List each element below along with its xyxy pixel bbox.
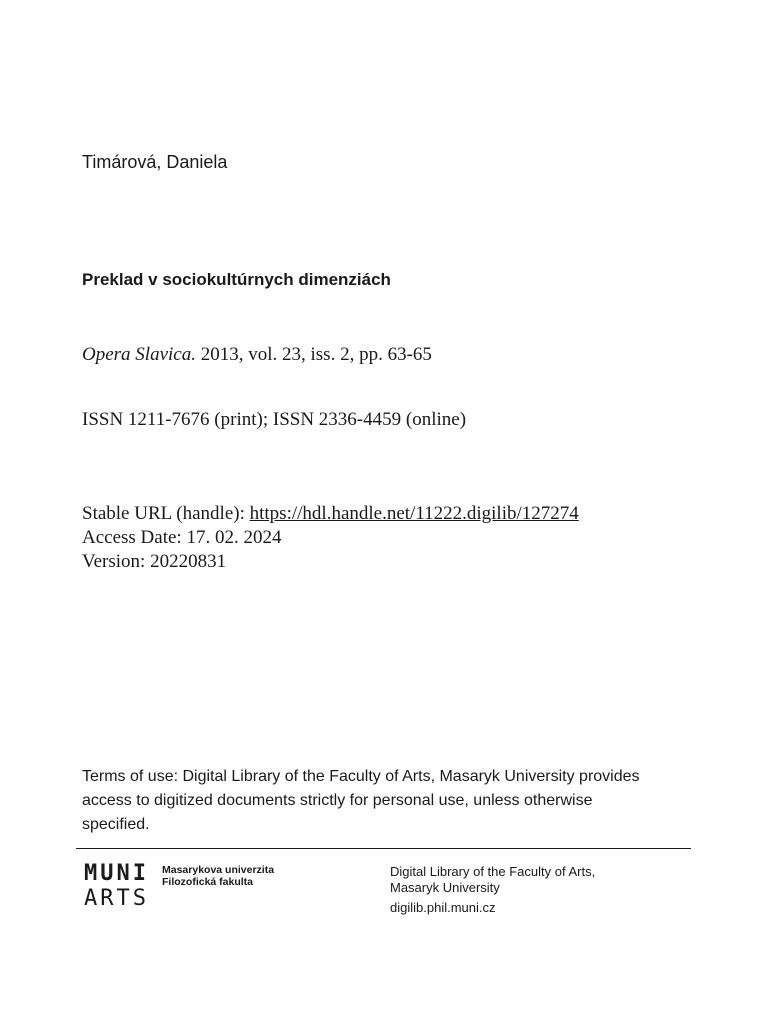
version: Version: 20220831 <box>82 551 227 572</box>
record-metadata <box>82 502 579 574</box>
citation-line <box>82 344 432 366</box>
journal-name: Opera Slavica. <box>82 344 196 365</box>
stable-url-link[interactable]: https://hdl.handle.net/11222.digilib/127274 <box>249 503 579 524</box>
issn-line: ISSN 1211-7676 (print); ISSN 2336-4459 (online) <box>82 409 467 430</box>
muni-logo-text: MUNI <box>84 861 149 886</box>
university-logo-label <box>162 864 274 888</box>
library-name <box>390 864 595 896</box>
article-title: Preklad v sociokultúrnych dimenziách <box>82 270 391 289</box>
library-url: digilib.phil.muni.cz <box>390 900 496 915</box>
library-name-line2: Masaryk University <box>390 880 500 895</box>
terms-of-use: Terms of use: Digital Library of the Faculty of Arts, Masaryk University provides access to digitized documents strictly for personal use, unless otherwise specified. <box>82 768 640 833</box>
stable-url-label: Stable URL (handle): <box>82 503 250 524</box>
faculty-name: Filozofická fakulta <box>162 876 254 888</box>
footer-divider <box>76 848 691 849</box>
arts-logo-text: ARTS <box>84 886 149 911</box>
citation-details: 2013, vol. 23, iss. 2, pp. 63-65 <box>195 344 432 365</box>
library-name-line1: Digital Library of the Faculty of Arts, <box>390 864 596 879</box>
author-name: Timárová, Daniela <box>82 152 228 172</box>
university-name: Masarykova univerzita <box>162 864 275 876</box>
access-date: Access Date: 17. 02. 2024 <box>82 527 282 548</box>
stable-url-line <box>82 502 579 526</box>
